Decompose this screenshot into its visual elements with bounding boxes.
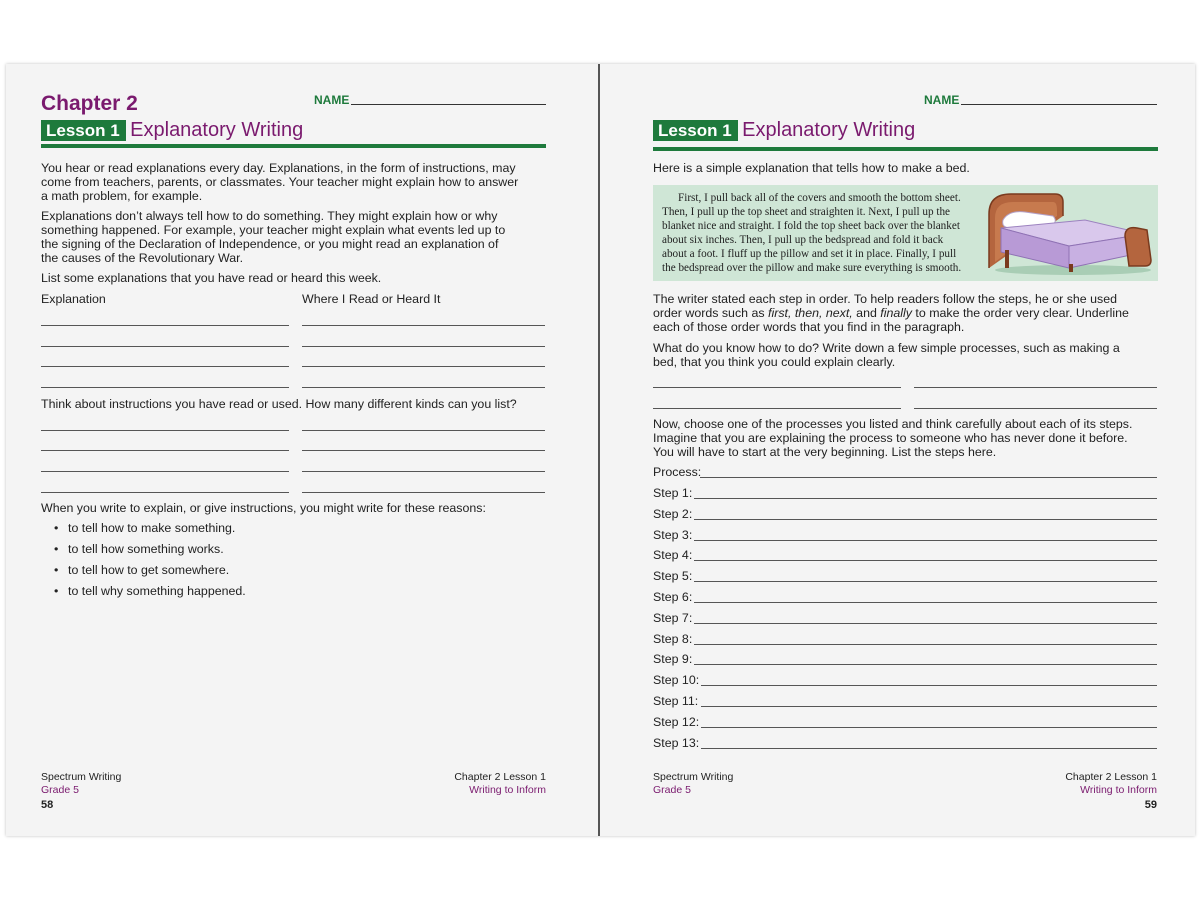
text-line: bed, that you think you could explain clearly. [653, 355, 896, 369]
step-label: Step 4: [653, 548, 693, 562]
source-answer-line[interactable] [302, 366, 545, 367]
explanation-answer-line[interactable] [41, 325, 289, 326]
footer-series: Spectrum Writing [41, 771, 122, 783]
passage-line: Then, I pull up the top sheet and straighten it. Next, I pull up the [662, 206, 951, 218]
lesson-badge: Lesson 1 [41, 120, 126, 141]
bullet-item: • to tell how to make something. [54, 521, 236, 535]
bullet-text: to tell how something works. [68, 542, 224, 556]
page-number: 58 [41, 799, 54, 811]
steps-prompt [653, 417, 1132, 459]
bed-illustration-icon [985, 190, 1153, 276]
step-label: Step 13: [653, 736, 700, 750]
text-line: Now, choose one of the processes you listed and think carefully about each of its steps. [653, 417, 1133, 431]
explanation-answer-line[interactable] [41, 346, 289, 347]
order-words-paragraph [653, 292, 1129, 334]
step-answer-line[interactable] [701, 706, 1157, 707]
step-answer-line[interactable] [694, 644, 1157, 645]
step-answer-line[interactable] [701, 685, 1157, 686]
lesson-title: Explanatory Writing [742, 119, 916, 141]
footer-lesson: Chapter 2 Lesson 1 [454, 771, 546, 783]
text-segment: to make the order very clear. Underline [911, 306, 1129, 320]
footer-topic: Writing to Inform [469, 784, 546, 796]
process-answer-line[interactable] [653, 408, 901, 409]
step-answer-line[interactable] [694, 602, 1157, 603]
step-label: Step 1: [653, 486, 693, 500]
step-label: Step 9: [653, 652, 693, 666]
footer-lesson: Chapter 2 Lesson 1 [1065, 771, 1157, 783]
source-answer-line[interactable] [302, 387, 545, 388]
bullet-item: • to tell why something happened. [54, 584, 246, 598]
chapter-title: Chapter 2 [41, 92, 138, 115]
list-prompt: List some explanations that you have read or heard this week. [41, 271, 382, 285]
process-answer-line[interactable] [914, 408, 1157, 409]
step-answer-line[interactable] [694, 540, 1157, 541]
step-label: Step 8: [653, 632, 693, 646]
source-answer-line[interactable] [302, 346, 545, 347]
step-label: Step 11: [653, 694, 699, 708]
step-answer-line[interactable] [701, 727, 1157, 728]
column-header-explanation: Explanation [41, 292, 106, 306]
instructions-answer-line[interactable] [302, 430, 545, 431]
text-segment: order words such as [653, 306, 769, 320]
heading-rule [653, 147, 1158, 151]
process-answer-line[interactable] [914, 387, 1157, 388]
explanation-answer-line[interactable] [41, 366, 289, 367]
instructions-answer-line[interactable] [302, 471, 545, 472]
step-label: Step 10: [653, 673, 700, 687]
instructions-answer-line[interactable] [41, 492, 289, 493]
step-answer-line[interactable] [694, 581, 1157, 582]
instructions-answer-line[interactable] [41, 430, 289, 431]
text-line: each of those order words that you find in the paragraph. [653, 320, 965, 334]
process-name-line[interactable] [700, 477, 1157, 478]
passage-line: about a foot. I fluff up the pillow and set it in place. Finally, I pull [662, 248, 957, 260]
right-page [600, 64, 1195, 836]
step-label: Step 5: [653, 569, 693, 583]
lesson-heading [653, 119, 915, 142]
step-label: Step 3: [653, 528, 693, 542]
step-answer-line[interactable] [701, 748, 1157, 749]
column-header-source: Where I Read or Heard It [302, 292, 441, 306]
process-answer-line[interactable] [653, 387, 901, 388]
name-label: NAME [924, 93, 960, 107]
intro-text: Here is a simple explanation that tells how to make a bed. [653, 161, 970, 175]
lesson-heading [41, 119, 303, 142]
order-word-finally: finally [880, 306, 912, 320]
lesson-badge: Lesson 1 [653, 120, 738, 141]
processes-prompt [653, 341, 1120, 369]
instructions-answer-line[interactable] [41, 471, 289, 472]
step-label: Step 12: [653, 715, 700, 729]
text-segment: and [852, 306, 881, 320]
text-line: come from teachers, parents, or classmates. Your teacher might explain how to answer [41, 175, 519, 189]
step-label: Step 2: [653, 507, 693, 521]
text-line: You will have to start at the very beginning. List the steps here. [653, 445, 997, 459]
instructions-answer-line[interactable] [302, 450, 545, 451]
left-page [6, 64, 598, 836]
step-label: Step 7: [653, 611, 693, 625]
name-field-line[interactable] [351, 104, 546, 105]
text-line: What do you know how to do? Write down a few simple processes, such as making a [653, 341, 1120, 355]
bullet-text: to tell why something happened. [68, 584, 246, 598]
source-answer-line[interactable] [302, 325, 545, 326]
reasons-intro: When you write to explain, or give instructions, you might write for these reasons: [41, 501, 486, 515]
footer-series: Spectrum Writing [653, 771, 734, 783]
name-label: NAME [314, 93, 350, 107]
passage-line: blanket nice and straight. I fold the top sheet back over the blanket [662, 220, 960, 232]
process-label: Process: [653, 465, 702, 479]
example-passage [662, 191, 992, 275]
text-line: Explanations don’t always tell how to do something. They might explain how or why [41, 209, 498, 223]
order-words: first, then, next, [768, 306, 853, 320]
text-line [653, 306, 1129, 320]
bullet-item: • to tell how to get somewhere. [54, 563, 230, 577]
text-line: The writer stated each step in order. To help readers follow the steps, he or she used [653, 292, 1117, 306]
instructions-prompt: Think about instructions you have read or used. How many different kinds can you list? [41, 397, 517, 411]
explanations-paragraph [41, 209, 505, 265]
instructions-answer-line[interactable] [41, 450, 289, 451]
explanation-answer-line[interactable] [41, 387, 289, 388]
instructions-answer-line[interactable] [302, 492, 545, 493]
intro-paragraph [41, 161, 518, 203]
step-answer-line[interactable] [694, 560, 1157, 561]
step-answer-line[interactable] [694, 623, 1157, 624]
passage-line: First, I pull back all of the covers and smooth the bottom sheet. [678, 192, 961, 204]
footer-grade: Grade 5 [653, 784, 691, 796]
text-line: a math problem, for example. [41, 189, 203, 203]
footer-grade: Grade 5 [41, 784, 79, 796]
bullet-text: to tell how to make something. [68, 521, 236, 535]
passage-line: the bedspread over the pillow and make sure everything is smooth. [662, 262, 962, 274]
heading-rule [41, 144, 546, 148]
text-line: Imagine that you are explaining the process to someone who has never done it before. [653, 431, 1128, 445]
bullet-item: • to tell how something works. [54, 542, 224, 556]
text-line: You hear or read explanations every day. Explanations, in the form of instructions, may [41, 161, 516, 175]
bullet-text: to tell how to get somewhere. [68, 563, 230, 577]
text-line: something happened. For example, your teacher might explain what events led up to [41, 223, 506, 237]
passage-line: about six inches. Then, I pull up the bedspread and fold it back [662, 234, 944, 246]
step-label: Step 6: [653, 590, 693, 604]
step-answer-line[interactable] [694, 664, 1157, 665]
text-line: the causes of the Revolutionary War. [41, 251, 244, 265]
name-field-line[interactable] [961, 104, 1157, 105]
text-line: the signing of the Declaration of Independence, or you might read an explanation of [41, 237, 499, 251]
lesson-title: Explanatory Writing [130, 119, 304, 141]
step-answer-line[interactable] [694, 519, 1157, 520]
page-number: 59 [1144, 799, 1157, 811]
step-answer-line[interactable] [694, 498, 1157, 499]
footer-topic: Writing to Inform [1080, 784, 1157, 796]
